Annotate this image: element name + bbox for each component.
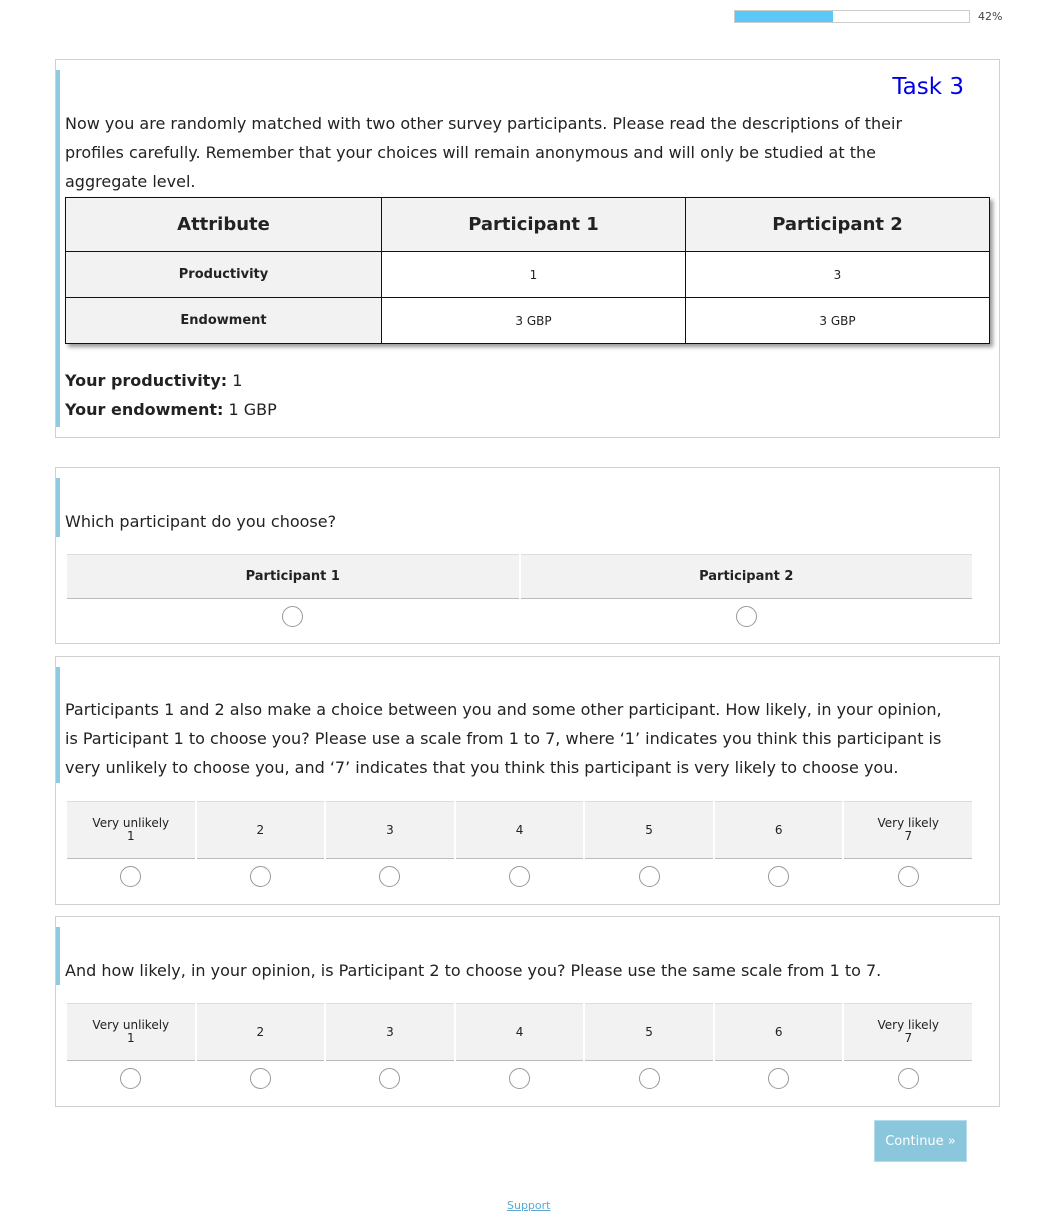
option-label: Participant 1 [67,554,519,599]
option-column [844,801,972,887]
option-column [456,801,584,887]
option-column [521,554,973,627]
your-productivity [65,371,242,390]
option-label-line: Very likely [877,816,940,830]
option-label [326,801,454,859]
option-label [585,801,713,859]
your-endowment-value: 1 GBP [223,400,277,419]
likert-grid [67,1003,972,1089]
task-intro: Now you are randomly matched with two other survey participants. Please read the descriptions of their profiles carefully. Remember that your choices will remain anonymous and will only be studied at the aggregate level. [65,114,903,191]
progress-bar [734,10,970,23]
table-header-row [66,198,990,252]
your-productivity-label: Your productivity: [65,371,228,390]
question-choose-card [55,467,1000,644]
option-label [326,1003,454,1061]
continue-button[interactable]: Continue » [874,1120,967,1162]
option-label [844,1003,972,1061]
radio-button[interactable] [379,1068,400,1089]
likert-grid [67,801,972,887]
option-column [67,1003,195,1089]
accent-bar [56,927,60,985]
question-p2-likelihood-card [55,916,1000,1107]
row-label: Productivity [66,252,382,298]
option-label-line: 1 [126,1031,135,1045]
radio-button[interactable] [639,866,660,887]
option-label [197,1003,325,1061]
option-column [67,801,195,887]
accent-bar [56,70,60,427]
progress-percent: 42% [978,10,1003,23]
option-label-line: 6 [774,822,783,837]
option-label-line: 7 [904,1031,913,1045]
question-text: And how likely, in your opinion, is Participant 2 to choose you? Please use the same scale from 1 to 7. [65,961,882,980]
option-label-line: 5 [645,822,653,837]
radio-button[interactable] [250,866,271,887]
radio-button[interactable] [509,866,530,887]
option-label [456,801,584,859]
radio-button[interactable] [250,1068,271,1089]
row-label: Endowment [66,298,382,344]
question-text: Participants 1 and 2 also make a choice between you and some other participant. How likely, in your opinion, is Participant 1 to choose you? Please use a scale from 1 to 7, where ‘1’ indicates you think this participant is very unlikely to choose you, and ‘7’ indicates that you think this participant is very likely to choose you. [65,700,942,777]
option-label-line: 6 [774,1024,783,1039]
option-label [456,1003,584,1061]
task-card [55,59,1000,438]
option-label-line: 3 [386,1024,394,1039]
option-column [715,801,843,887]
question-p1-likelihood-card [55,656,1000,905]
option-label: Participant 2 [521,554,973,599]
option-label [67,1003,195,1061]
option-label [715,1003,843,1061]
option-label-line: 4 [515,1024,524,1039]
header-cell: Attribute [66,198,382,252]
option-label [715,801,843,859]
header-cell: Participant 2 [686,198,990,252]
option-label-line: Very unlikely [92,816,170,830]
radio-button[interactable] [282,606,303,627]
option-label [67,801,195,859]
radio-button[interactable] [898,866,919,887]
your-productivity-value: 1 [227,371,243,390]
option-column [197,801,325,887]
cell: 3 GBP [686,298,990,344]
progress-fill [735,11,833,22]
option-label-line: 2 [256,1024,265,1039]
option-column [67,554,519,627]
radio-button[interactable] [898,1068,919,1089]
option-label [844,801,972,859]
option-label-line: 4 [515,822,524,837]
task-title: Task 3 [892,74,964,100]
option-label [197,801,325,859]
radio-button[interactable] [120,1068,141,1089]
accent-bar [56,478,60,537]
option-column [585,1003,713,1089]
radio-button[interactable] [768,866,789,887]
attribute-table [65,197,990,344]
option-column [456,1003,584,1089]
option-column [844,1003,972,1089]
your-endowment [65,400,277,419]
radio-button[interactable] [768,1068,789,1089]
option-label [585,1003,713,1061]
header-cell: Participant 1 [382,198,686,252]
accent-bar [56,667,60,783]
option-column [326,801,454,887]
option-label-line: 7 [904,829,913,843]
option-column [326,1003,454,1089]
option-label-line: 2 [256,822,265,837]
radio-button[interactable] [509,1068,530,1089]
choice-grid [67,554,972,627]
option-label-line: 5 [645,1024,653,1039]
your-endowment-label: Your endowment: [65,400,224,419]
option-label-line: 1 [126,829,135,843]
cell: 1 [382,252,686,298]
option-column [715,1003,843,1089]
table-row [66,252,990,298]
table-row [66,298,990,344]
option-column [197,1003,325,1089]
option-label-line: Very unlikely [92,1018,170,1032]
option-label-line: 3 [386,822,394,837]
cell: 3 [686,252,990,298]
cell: 3 GBP [382,298,686,344]
option-label-line: Very likely [877,1018,940,1032]
question-text: Which participant do you choose? [65,512,337,531]
radio-button[interactable] [379,866,400,887]
radio-button[interactable] [736,606,757,627]
support-link[interactable]: Support [507,1199,551,1212]
radio-button[interactable] [120,866,141,887]
radio-button[interactable] [639,1068,660,1089]
option-column [585,801,713,887]
